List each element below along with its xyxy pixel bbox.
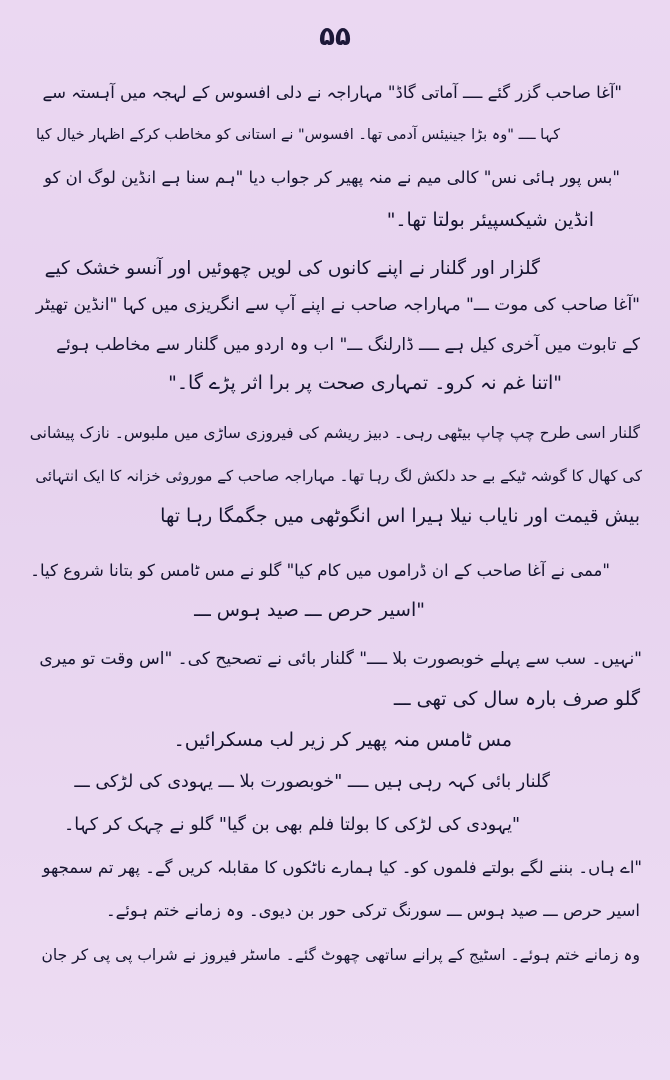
text-line-9: گلنار اسی طرح چپ چاپ بیٹھی رہی۔ دبیز ریشم کی فیروزی ساڑی میں ملبوس۔ نازک پیشانی: [29, 424, 640, 442]
text-line-5: گلزار اور گلنار نے اپنے کانوں کی لویں چھوئیں اور آنسو خشک کیے: [44, 258, 540, 279]
text-line-6: "آغا صاحب کی موت ـــ" مہاراجہ صاحب نے اپنے آپ سے انگریزی میں کہا "انڈین تھیٹر: [35, 295, 640, 315]
text-line-19: "اے ہاں۔ بننے لگے بولتے فلموں کو۔ کیا ہمارے ناٹکوں کا مقابلہ کریں گے۔ پھر تم سمجھو: [42, 858, 642, 877]
text-line-17: گلنار بائی کہہ رہی ہیں ــــ "خوبصورت بلا ـــ یہودی کی لڑکی ـــ: [74, 772, 550, 792]
text-line-2: کہا ــــ "وہ بڑا جینیئس آدمی تھا۔ افسوس" نے استانی کو مخاطب کرکے اظہار خیال کیا: [36, 127, 560, 143]
text-line-4: انڈین شیکسپیئر بولتا تھا۔": [386, 209, 594, 231]
text-line-20: اسیر حرص ـــ صید ہوس ـــ سورنگ ترکی حور بن دیوی۔ وہ زمانے ختم ہوئے۔: [105, 901, 640, 920]
text-line-13: "اسیر حرص ـــ صید ہوس ـــ: [194, 599, 425, 621]
text-line-1: "آغا صاحب گزر گئے ــــ آماتی گاڈ" مہاراجہ نے دلی افسوس کے لہجہ میں آہستہ سے: [42, 83, 622, 102]
text-line-7: کے تابوت میں آخری کیل ہے ــــ ڈارلنگ ـــ" اب وہ اردو میں گلنار سے مخاطب ہوئے: [56, 335, 640, 355]
text-line-14: "نہیں۔ سب سے پہلے خوبصورت بلا ــــ" گلنار بائی نے تصحیح کی۔ "اس وقت تو میری: [39, 649, 642, 669]
text-line-8: "اتنا غم نہ کرو۔ تمہاری صحت پر برا اثر پڑے گا۔": [168, 372, 562, 394]
text-line-15: گلو صرف بارہ سال کی تھی ـــ: [393, 688, 640, 710]
text-line-11: بیش قیمت اور نایاب نیلا ہیرا اس انگوٹھی میں جگمگا رہا تھا: [160, 505, 640, 527]
text-line-21: وہ زمانے ختم ہوئے۔ اسٹیج کے پرانے ساتھی چھوٹ گئے۔ ماسٹر فیروز نے شراب پی پی کر جان: [41, 946, 640, 964]
text-line-18: "یہودی کی لڑکی کا بولتا فلم بھی بن گیا" گلو نے چہک کر کہا۔: [63, 815, 520, 835]
page-number: ۵۵: [319, 22, 351, 52]
text-line-12: "ممی نے آغا صاحب کے ان ڈراموں میں کام کیا" گلو نے مس ٹامس کو بتانا شروع کیا۔: [30, 561, 610, 580]
text-line-3: "بس پور ہائی نس" کالی میم نے منہ پھیر کر جواب دیا "ہم سنا ہے انڈین لوگ ان کو: [43, 168, 620, 187]
text-line-10: کی کھال کا گوشہ ٹیکے بے حد دلکش لگ رہا تھا۔ مہاراجہ صاحب کے موروثی خزانہ کا ایک انتہائی: [35, 467, 642, 485]
text-line-16: مس ٹامس منہ پھیر کر زیر لب مسکرائیں۔: [173, 729, 512, 751]
